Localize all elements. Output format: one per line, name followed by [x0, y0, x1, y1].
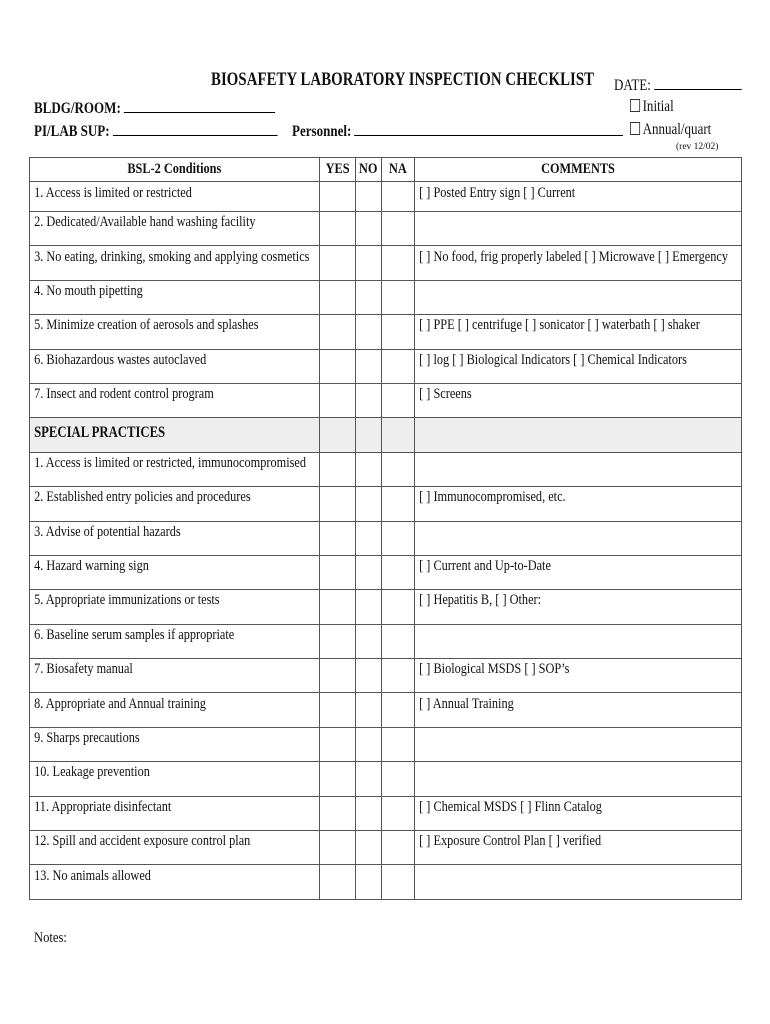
comments-cell-text: [ ] Exposure Control Plan [ ] verified [419, 833, 602, 850]
personnel-input-line[interactable] [355, 121, 624, 136]
table-row [30, 280, 742, 314]
condition-cell-text: 11. Appropriate disinfectant [34, 798, 172, 815]
condition-cell-text: 13. No animals allowed [34, 867, 151, 884]
condition-cell [30, 212, 320, 246]
condition-cell-text: SPECIAL PRACTICES [34, 424, 166, 442]
yes-cell[interactable] [320, 315, 356, 349]
table-row [30, 383, 742, 417]
na-cell[interactable] [382, 762, 415, 796]
condition-cell [30, 727, 320, 761]
date-input-line[interactable] [654, 75, 741, 90]
yes-cell[interactable] [320, 727, 356, 761]
condition-cell-text: 6. Biohazardous wastes autoclaved [34, 351, 207, 368]
comments-cell-text: [ ] Hepatitis B, [ ] Other: [419, 592, 542, 609]
table-row [30, 212, 742, 246]
na-cell[interactable] [382, 182, 415, 212]
no-cell[interactable] [356, 418, 382, 452]
table-row [30, 590, 742, 624]
table-row [30, 315, 742, 349]
na-cell[interactable] [382, 418, 415, 452]
no-cell[interactable] [356, 762, 382, 796]
condition-cell [30, 452, 320, 486]
col-yes-header: YES [320, 158, 356, 182]
table-row [30, 182, 742, 212]
comments-cell-text: [ ] Screens [419, 386, 472, 403]
yes-cell[interactable] [320, 212, 356, 246]
condition-cell [30, 383, 320, 417]
date-field[interactable] [614, 75, 742, 95]
condition-cell [30, 590, 320, 624]
condition-cell-text: 8. Appropriate and Annual training [34, 695, 206, 712]
comments-cell-text: [ ] Posted Entry sign [ ] Current [419, 185, 576, 201]
na-cell[interactable] [382, 555, 415, 589]
table-row [30, 762, 742, 796]
no-cell[interactable] [356, 212, 382, 246]
na-cell[interactable] [382, 693, 415, 727]
na-cell[interactable] [382, 590, 415, 624]
section-row-special-practices [30, 418, 742, 452]
yes-cell[interactable] [320, 555, 356, 589]
condition-cell-text: 12. Spill and accident exposure control plan [34, 833, 251, 850]
pi-lab-sup-input-line[interactable] [113, 121, 278, 136]
bldg-room-field[interactable] [34, 98, 275, 118]
annual-checkbox[interactable] [630, 122, 640, 135]
personnel-field[interactable] [292, 121, 623, 141]
yes-cell[interactable] [320, 280, 356, 314]
bldg-room-input-line[interactable] [124, 98, 275, 113]
comments-cell[interactable] [415, 555, 742, 589]
no-cell[interactable] [356, 487, 382, 521]
comments-cell[interactable] [415, 418, 742, 452]
no-cell[interactable] [356, 865, 382, 899]
yes-cell[interactable] [320, 659, 356, 693]
condition-cell [30, 796, 320, 830]
condition-cell [30, 280, 320, 314]
no-cell[interactable] [356, 280, 382, 314]
bldg-room-label: BLDG/ROOM: [34, 100, 121, 117]
comments-cell[interactable] [415, 624, 742, 658]
table-row [30, 831, 742, 865]
yes-cell[interactable] [320, 693, 356, 727]
comments-cell[interactable] [415, 659, 742, 693]
personnel-label: Personnel: [292, 123, 352, 140]
condition-cell [30, 555, 320, 589]
no-cell[interactable] [356, 659, 382, 693]
yes-cell[interactable] [320, 624, 356, 658]
no-cell[interactable] [356, 246, 382, 280]
comments-cell[interactable] [415, 212, 742, 246]
yes-cell[interactable] [320, 521, 356, 555]
no-cell[interactable] [356, 521, 382, 555]
condition-cell-text: 7. Biosafety manual [34, 661, 133, 678]
pi-lab-sup-field[interactable] [34, 121, 277, 141]
annual-label: Annual/quart [642, 121, 712, 138]
condition-cell [30, 315, 320, 349]
comments-cell[interactable] [415, 831, 742, 865]
yes-cell[interactable] [320, 762, 356, 796]
comments-cell[interactable] [415, 246, 742, 280]
comments-cell-text: [ ] log [ ] Biological Indicators [ ] Chemical Indicators [419, 351, 687, 368]
comments-cell[interactable] [415, 487, 742, 521]
yes-cell[interactable] [320, 418, 356, 452]
table-row [30, 452, 742, 486]
form-title: BIOSAFETY LABORATORY INSPECTION CHECKLIST [211, 70, 595, 90]
comments-cell-text: [ ] Biological MSDS [ ] SOP’s [419, 661, 570, 678]
na-cell[interactable] [382, 349, 415, 383]
condition-cell-text: 6. Baseline serum samples if appropriate [34, 626, 235, 643]
na-cell[interactable] [382, 383, 415, 417]
condition-cell [30, 865, 320, 899]
no-cell[interactable] [356, 693, 382, 727]
condition-cell [30, 762, 320, 796]
condition-cell-text: 5. Minimize creation of aerosols and splashes [34, 317, 259, 334]
na-cell[interactable] [382, 246, 415, 280]
no-cell[interactable] [356, 796, 382, 830]
na-cell[interactable] [382, 452, 415, 486]
comments-cell[interactable] [415, 590, 742, 624]
comments-cell[interactable] [415, 280, 742, 314]
table-row [30, 555, 742, 589]
condition-cell [30, 487, 320, 521]
comments-cell-text: [ ] Annual Training [419, 695, 514, 712]
condition-cell [30, 349, 320, 383]
yes-cell[interactable] [320, 182, 356, 212]
table-row [30, 521, 742, 555]
comments-cell[interactable] [415, 349, 742, 383]
no-cell[interactable] [356, 590, 382, 624]
condition-cell [30, 693, 320, 727]
na-cell[interactable] [382, 865, 415, 899]
notes-label: Notes: [34, 930, 67, 946]
comments-cell[interactable] [415, 383, 742, 417]
yes-cell[interactable] [320, 246, 356, 280]
na-cell[interactable] [382, 212, 415, 246]
comments-cell[interactable] [415, 865, 742, 899]
initial-checkbox[interactable] [630, 99, 640, 112]
na-cell[interactable] [382, 796, 415, 830]
comments-cell-text: [ ] No food, frig properly labeled [ ] Microwave [ ] Emergency [419, 248, 728, 265]
table-row [30, 865, 742, 899]
col-conditions-header: BSL-2 Conditions [30, 158, 320, 182]
condition-cell-text: 5. Appropriate immunizations or tests [34, 592, 220, 609]
table-row [30, 659, 742, 693]
comments-cell[interactable] [415, 315, 742, 349]
comments-cell[interactable] [415, 693, 742, 727]
condition-cell [30, 831, 320, 865]
condition-cell-text: 2. Established entry policies and procedures [34, 489, 251, 506]
comments-cell-text: [ ] Current and Up-to-Date [419, 558, 551, 575]
table-row [30, 796, 742, 830]
na-cell[interactable] [382, 659, 415, 693]
no-cell[interactable] [356, 452, 382, 486]
na-cell[interactable] [382, 487, 415, 521]
option-annual[interactable] [630, 121, 711, 139]
condition-cell [30, 521, 320, 555]
col-na-header: NA [382, 158, 415, 182]
condition-cell [30, 182, 320, 212]
yes-cell[interactable] [320, 590, 356, 624]
no-cell[interactable] [356, 383, 382, 417]
table-row [30, 246, 742, 280]
comments-cell[interactable] [415, 796, 742, 830]
table-row [30, 693, 742, 727]
no-cell[interactable] [356, 727, 382, 761]
comments-cell-text: [ ] PPE [ ] centrifuge [ ] sonicator [ ] waterbath [ ] shaker [419, 317, 700, 334]
revision-note: (rev 12/02) [676, 142, 719, 152]
condition-cell-text: 7. Insect and rodent control program [34, 386, 214, 403]
na-cell[interactable] [382, 315, 415, 349]
col-comments-header: COMMENTS [415, 158, 742, 182]
yes-cell[interactable] [320, 349, 356, 383]
condition-cell-text: 3. No eating, drinking, smoking and applying cosmetics [34, 248, 310, 265]
condition-cell [30, 418, 320, 452]
table-header-row [30, 158, 742, 182]
comments-cell[interactable] [415, 521, 742, 555]
inspection-checklist-table [29, 157, 742, 900]
na-cell[interactable] [382, 831, 415, 865]
na-cell[interactable] [382, 727, 415, 761]
condition-cell-text: 9. Sharps precautions [34, 730, 140, 747]
no-cell[interactable] [356, 349, 382, 383]
condition-cell-text: 1. Access is limited or restricted, immunocompromised [34, 454, 307, 471]
no-cell[interactable] [356, 315, 382, 349]
table-row [30, 349, 742, 383]
condition-cell-text: 4. No mouth pipetting [34, 282, 143, 299]
na-cell[interactable] [382, 521, 415, 555]
comments-cell[interactable] [415, 762, 742, 796]
comments-cell-text: [ ] Chemical MSDS [ ] Flinn Catalog [419, 798, 602, 815]
table-row [30, 624, 742, 658]
no-cell[interactable] [356, 624, 382, 658]
no-cell[interactable] [356, 555, 382, 589]
condition-cell-text: 10. Leakage prevention [34, 764, 150, 781]
no-cell[interactable] [356, 182, 382, 212]
yes-cell[interactable] [320, 831, 356, 865]
condition-cell-text: 1. Access is limited or restricted [34, 185, 192, 201]
condition-cell [30, 246, 320, 280]
option-initial[interactable] [630, 98, 674, 116]
yes-cell[interactable] [320, 865, 356, 899]
na-cell[interactable] [382, 624, 415, 658]
comments-cell[interactable] [415, 182, 742, 212]
col-no-header: NO [356, 158, 382, 182]
yes-cell[interactable] [320, 796, 356, 830]
table-row [30, 487, 742, 521]
initial-label: Initial [642, 98, 674, 115]
condition-cell-text: 3. Advise of potential hazards [34, 523, 181, 540]
date-label: DATE: [614, 77, 651, 94]
yes-cell[interactable] [320, 452, 356, 486]
table-row [30, 727, 742, 761]
comments-cell[interactable] [415, 452, 742, 486]
condition-cell-text: 2. Dedicated/Available hand washing facility [34, 214, 256, 231]
condition-cell [30, 624, 320, 658]
comments-cell[interactable] [415, 727, 742, 761]
no-cell[interactable] [356, 831, 382, 865]
condition-cell [30, 659, 320, 693]
comments-cell-text: [ ] Immunocompromised, etc. [419, 489, 566, 506]
condition-cell-text: 4. Hazard warning sign [34, 558, 149, 575]
na-cell[interactable] [382, 280, 415, 314]
yes-cell[interactable] [320, 383, 356, 417]
yes-cell[interactable] [320, 487, 356, 521]
pi-lab-sup-label: PI/LAB SUP: [34, 123, 110, 140]
